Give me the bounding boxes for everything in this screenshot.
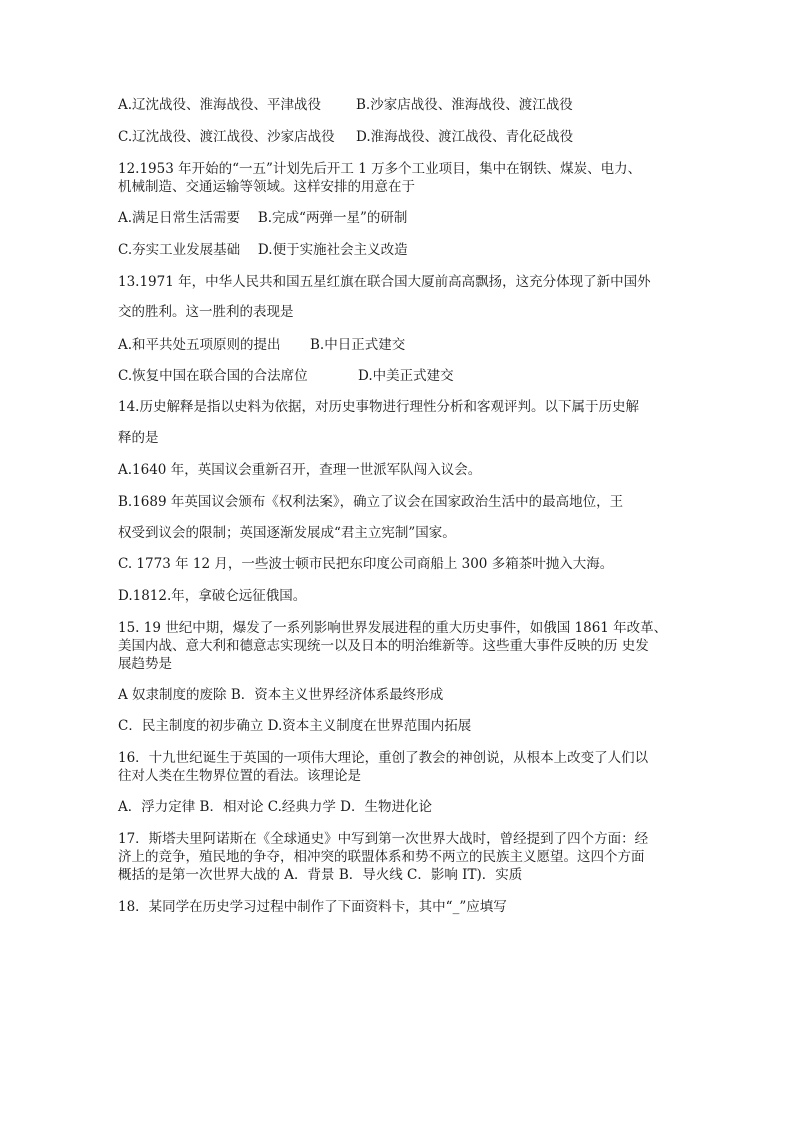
q11-option-c: C.辽沈战役、渡江战役、沙家店战役 bbox=[118, 129, 335, 145]
q13-stem-line2: 交的胜利。这一胜利的表现是 bbox=[118, 304, 294, 320]
q16-stem-line2: 往对人类在生物界位置的看法。该理论是 bbox=[118, 768, 361, 784]
q16-stem-line1: 16．十九世纪诞生于英国的一项伟大理论，重创了教会的神创说，从根本上改变了人们以 bbox=[118, 750, 649, 766]
q12-options-ab: A.满足日常生活需要 B.完成“两弹一星”的研制 bbox=[118, 210, 408, 226]
q17-stem-line3: 概括的是第一次世界大战的 A．背景 B．导火线 C．影响 IT)．实质 bbox=[118, 867, 523, 883]
q14-option-d: D.1812.年，拿破仑远征俄国。 bbox=[118, 588, 307, 604]
q11-options-row2 bbox=[118, 128, 573, 146]
q14-option-c: C. 1773 年 12 月，一些波士顿市民把东印度公司商船上 300 多箱茶叶抛入大海。 bbox=[118, 556, 614, 572]
q11-option-a: A.辽沈战役、淮海战役、平津战役 bbox=[118, 97, 322, 113]
q15-options-ab: A 奴隶制度的废除 B．资本主义世界经济体系最终形成 bbox=[118, 687, 444, 703]
q13-option-b: B.中日正式建交 bbox=[310, 337, 406, 353]
q15-stem-line1: 15. 19 世纪中期，爆发了一系列影响世界发展进程的重大历史事件，如俄国 1861 年改革、 bbox=[118, 620, 668, 636]
q13-option-c: C.恢复中国在联合国的合法席位 bbox=[118, 368, 308, 384]
q13-stem-line1: 13.1971 年，中华人民共和国五星红旗在联合国大厦前高高飘扬，这充分体现了新中国外 bbox=[118, 274, 651, 290]
q14-option-a: A.1640 年，英国议会重新召开，查理一世派军队闯入议会。 bbox=[118, 462, 482, 478]
q17-stem-line1: 17．斯塔夫里阿诺斯在《全球通史》中写到第一次世界大战时，曾经提到了四个方面：经 bbox=[118, 831, 649, 847]
q18-stem-line1: 18．某同学在历史学习过程中制作了下面资料卡，其中“_”应填写 bbox=[118, 899, 507, 915]
q14-option-b-line2: 权受到议会的限制；英国逐渐发展成“君主立宪制”国家。 bbox=[118, 525, 456, 541]
q11-option-b: B.沙家店战役、淮海战役、渡江战役 bbox=[356, 97, 573, 113]
q13-option-d: D.中美正式建交 bbox=[358, 368, 454, 384]
q11-options-row1 bbox=[118, 96, 573, 114]
q11-option-d: D.淮海战役、渡江战役、青化砭战役 bbox=[356, 129, 574, 145]
q14-option-b-line1: B.1689 年英国议会颁布《权利法案》，确立了议会在国家政治生活中的最高地位，王 bbox=[118, 494, 624, 510]
q12-stem-line1: 12.1953 年开始的“一五”计划先后开工 1 万多个工业项目，集中在钢铁、煤炭、电力、 bbox=[118, 161, 642, 177]
q13-option-a: A.和平共处五项原则的提出 bbox=[118, 337, 281, 353]
q17-stem-line2: 济上的竞争，殖民地的争夺，相冲突的联盟体系和势不两立的民族主义愿望。这四个方面 bbox=[118, 849, 645, 865]
q14-stem-line2: 释的是 bbox=[118, 430, 159, 446]
q15-options-cd: C．民主制度的初步确立 D.资本主义制度在世界范围内拓展 bbox=[118, 718, 472, 734]
q13-options-row2 bbox=[118, 367, 454, 385]
q13-options-row1 bbox=[118, 336, 405, 354]
q12-stem-line2: 机械制造、交通运输等领域。这样安排的用意在于 bbox=[118, 179, 415, 195]
q15-stem-line2: 美国内战、意大利和德意志实现统一以及日本的明治维新等。这些重大事件反映的历 史发 bbox=[118, 638, 649, 654]
q12-options-cd: C.夯实工业发展基础 D.便于实施社会主义改造 bbox=[118, 242, 408, 258]
q15-stem-line3: 展趋势是 bbox=[118, 656, 172, 672]
q14-stem-line1: 14.历史解释是指以史料为依据，对历史事物进行理性分析和客观评判。以下属于历史解 bbox=[118, 399, 639, 415]
q16-options: A．浮力定律 B．相对论 C.经典力学 D．生物进化论 bbox=[118, 799, 433, 815]
